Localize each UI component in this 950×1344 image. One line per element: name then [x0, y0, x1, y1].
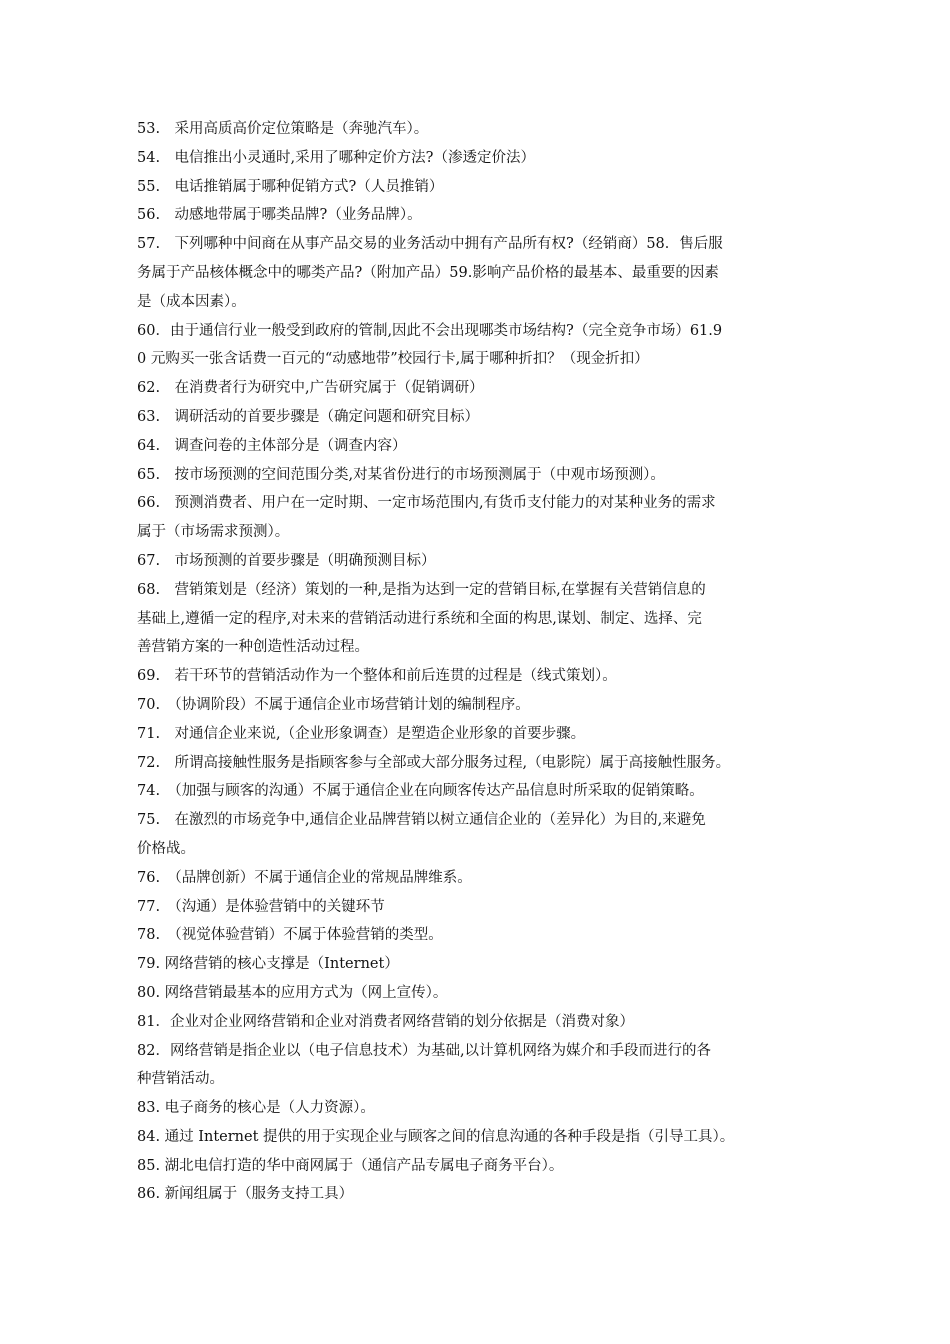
text-line: 价格战。	[137, 840, 195, 857]
text-line: 69. 若干环节的营销活动作为一个整体和前后连贯的过程是（线式策划）。	[137, 668, 617, 685]
text-line: 是（成本因素）。	[137, 293, 246, 310]
text-line: 65. 按市场预测的空间范围分类,对某省份进行的市场预测属于（中观市场预测）。	[137, 466, 665, 483]
text-line: 属于（市场需求预测）。	[137, 524, 290, 541]
text-line: 种营销活动。	[137, 1071, 224, 1088]
text-line: 善营销方案的一种创造性活动过程。	[137, 639, 369, 656]
text-line: 80. 网络营销最基本的应用方式为（网上宣传）。	[137, 984, 448, 1001]
text-line: 67. 市场预测的首要步骤是（明确预测目标）	[137, 552, 436, 569]
text-line: 63. 调研活动的首要步骤是（确定问题和研究目标）	[137, 408, 480, 425]
text-line: 79. 网络营销的核心支撑是（Internet）	[137, 956, 399, 973]
text-line: 74. （加强与顾客的沟通）不属于通信企业在向顾客传达产品信息时所采取的促销策略。	[137, 783, 704, 800]
text-line: 0 元购买一张含话费一百元的“动感地带”校园行卡,属于哪种折扣？（现金折扣）	[137, 351, 649, 368]
text-line: 64. 调查问卷的主体部分是（调查内容）	[137, 437, 407, 454]
text-line: 83. 电子商务的核心是（人力资源）。	[137, 1100, 375, 1117]
text-line: 68. 营销策划是（经济）策划的一种,是指为达到一定的营销目标,在掌握有关营销信息的	[137, 581, 706, 598]
text-line: 56. 动感地带属于哪类品牌?（业务品牌）。	[137, 207, 422, 224]
text-line: 78. （视觉体验营销）不属于体验营销的类型。	[137, 927, 443, 944]
text-line: 76. （品牌创新）不属于通信企业的常规品牌维系。	[137, 869, 472, 886]
text-line: 70. （协调阶段）不属于通信企业市场营销计划的编制程序。	[137, 696, 530, 713]
text-line: 71. 对通信企业来说,（企业形象调查）是塑造企业形象的首要步骤。	[137, 725, 586, 742]
text-line: 53. 采用高质高价定位策略是（奔驰汽车）。	[137, 121, 429, 137]
text-line: 84. 通过 Internet 提供的用于实现企业与顾客之间的信息沟通的各种手段是指（引导工具）。	[137, 1128, 735, 1145]
text-line: 55. 电话推销属于哪种促销方式?（人员推销）	[137, 178, 444, 195]
document-body	[137, 115, 837, 1209]
text-line: 82．网络营销是指企业以（电子信息技术）为基础,以计算机网络为媒介和手段而进行的各	[137, 1042, 712, 1059]
text-line: 57. 下列哪种中间商在从事产品交易的业务活动中拥有产品所有权?（经销商）58．售后服	[137, 236, 723, 253]
text-line: 62. 在消费者行为研究中,广告研究属于（促销调研）	[137, 380, 484, 397]
text-line: 77. （沟通）是体验营销中的关键环节	[137, 898, 385, 915]
text-line: 54. 电信推出小灵通时,采用了哪种定价方法?（渗透定价法）	[137, 149, 535, 166]
text-line: 86. 新闻组属于（服务支持工具）	[137, 1186, 354, 1203]
text-line: 85. 湖北电信打造的华中商网属于（通信产品专属电子商务平台）。	[137, 1157, 564, 1174]
text-line: 81．企业对企业网络营销和企业对消费者网络营销的划分依据是（消费对象）	[137, 1013, 634, 1030]
text-line: 66. 预测消费者、用户在一定时期、一定市场范围内,有货币支付能力的对某种业务的需求	[137, 495, 716, 512]
text-line: 务属于产品核体概念中的哪类产品?（附加产品）59.影响产品价格的最基本、最重要的因素	[137, 264, 719, 281]
text-line: 基础上,遵循一定的程序,对未来的营销活动进行系统和全面的构思,谋划、制定、选择、完	[137, 610, 702, 627]
text-line: 72. 所谓高接触性服务是指顾客参与全部或大部分服务过程,（电影院）属于高接触性服务。	[137, 754, 731, 771]
text-line: 75. 在激烈的市场竞争中,通信企业品牌营销以树立通信企业的（差异化）为目的,来避免	[137, 812, 706, 829]
text-line: 60．由于通信行业一般受到政府的管制,因此不会出现哪类市场结构?（完全竞争市场）61.9	[137, 322, 723, 339]
